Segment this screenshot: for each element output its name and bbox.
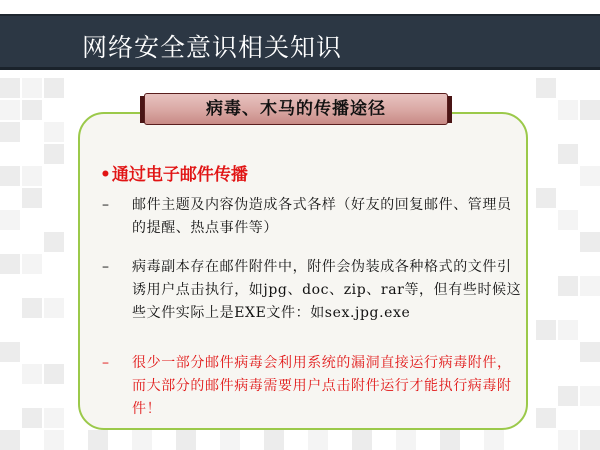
list-item <box>102 194 522 240</box>
list-item-text: 很少一部分邮件病毒会利用系统的漏洞直接运行病毒附件，而大部分的邮件病毒需要用户点击附件运行才能执行病毒附件！ <box>132 355 512 417</box>
dash-icon: – <box>102 355 109 371</box>
slide-title: 网络安全意识相关知识 <box>82 33 343 62</box>
list-item-warning <box>102 352 522 421</box>
list-item-text: 邮件主题及内容伪造成各式各样（好友的回复邮件、管理员的提醒、热点事件等） <box>132 197 512 236</box>
bullet-icon: • <box>100 165 111 185</box>
list-item <box>102 256 522 325</box>
slide-title-bar <box>0 14 600 70</box>
subtitle-text: 病毒、木马的传播途径 <box>206 99 386 119</box>
list-item-text: 病毒副本存在邮件附件中，附件会伪装成各种格式的文件引诱用户点击执行，如jpg、doc、zip、rar等，但有些时候这些文件实际上是EXE文件：如sex.jpg.exe <box>132 259 522 321</box>
section-heading-text: 通过电子邮件传播 <box>111 165 248 185</box>
dash-icon: – <box>102 259 109 275</box>
section-heading <box>100 160 248 185</box>
dash-icon: – <box>102 197 109 213</box>
subtitle-banner <box>144 93 448 125</box>
